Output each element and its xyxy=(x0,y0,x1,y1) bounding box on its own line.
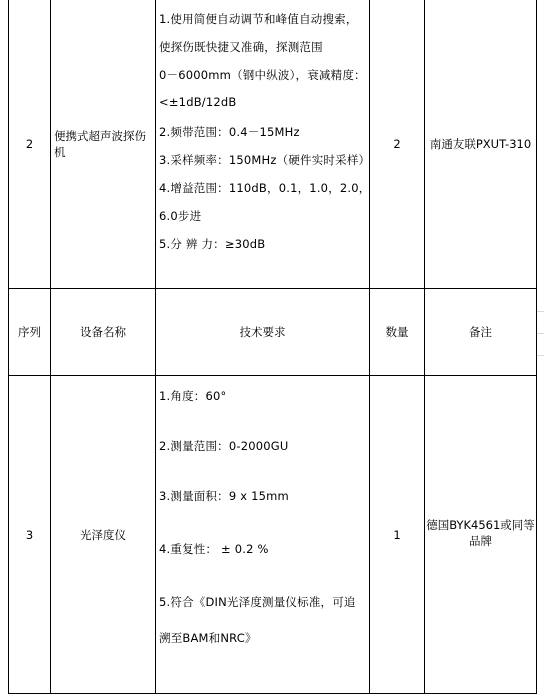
requirement-line: 3.采样频率：150MHz（硬件实时采样） xyxy=(159,153,371,167)
row-3-number: 3 xyxy=(25,527,34,542)
page-gridline xyxy=(537,355,544,356)
requirement-line: 1.使用简便自动调节和峰值自动搜索， xyxy=(159,12,358,26)
requirement-line: 5.分 辨 力：≥30dB xyxy=(159,237,266,251)
device-name-line: 便携式超声波探伤 xyxy=(54,129,146,143)
note-line: 德国BYK4561或同等 xyxy=(426,518,535,532)
row-3-quantity: 1 xyxy=(393,527,401,542)
requirement-line: 0－6000mm（钢中纵波），衰减精度： xyxy=(159,68,366,82)
header-note: 备注 xyxy=(469,325,492,339)
header-device-name: 设备名称 xyxy=(80,325,126,339)
table-border-right xyxy=(536,0,537,694)
requirement-line: 4.重复性： ± 0.2 % xyxy=(159,542,269,556)
row-2-device-name xyxy=(54,128,155,160)
header-requirements: 技术要求 xyxy=(239,325,286,339)
requirement-line: <±1dB/12dB xyxy=(159,95,237,109)
note-line: 品牌 xyxy=(469,534,492,548)
table-border-bottom xyxy=(8,693,537,694)
page-gridline xyxy=(537,311,544,312)
header-serial: 序列 xyxy=(18,325,41,339)
header-quantity: 数量 xyxy=(385,325,409,339)
requirement-line: 6.0步进 xyxy=(159,209,202,223)
device-name-line: 机 xyxy=(54,145,66,159)
requirement-line: 使探伤既快捷又准确，探测范围 xyxy=(159,40,323,54)
row-2-quantity: 2 xyxy=(393,137,401,151)
page-gridline xyxy=(537,333,544,334)
requirement-line: 3.测量面积：9 x 15mm xyxy=(159,489,289,503)
requirement-line: 2.频带范围：0.4－15MHz xyxy=(159,125,300,139)
requirement-line: 溯至BAM和NRC》 xyxy=(159,631,257,645)
requirement-line: 5.符合《DIN光泽度测量仪标准，可追 xyxy=(159,595,356,609)
row-3-note xyxy=(425,517,536,549)
row-2-number: 2 xyxy=(25,137,34,151)
requirement-line: 2.测量范围：0-2000GU xyxy=(159,439,289,453)
row-2-note: 南通友联PXUT-310 xyxy=(429,137,532,151)
row-3-device-name: 光泽度仪 xyxy=(80,527,126,542)
requirement-line: 1.角度：60° xyxy=(159,389,227,403)
requirement-line: 4.增益范围：110dB，0.1，1.0，2.0， xyxy=(159,181,371,195)
